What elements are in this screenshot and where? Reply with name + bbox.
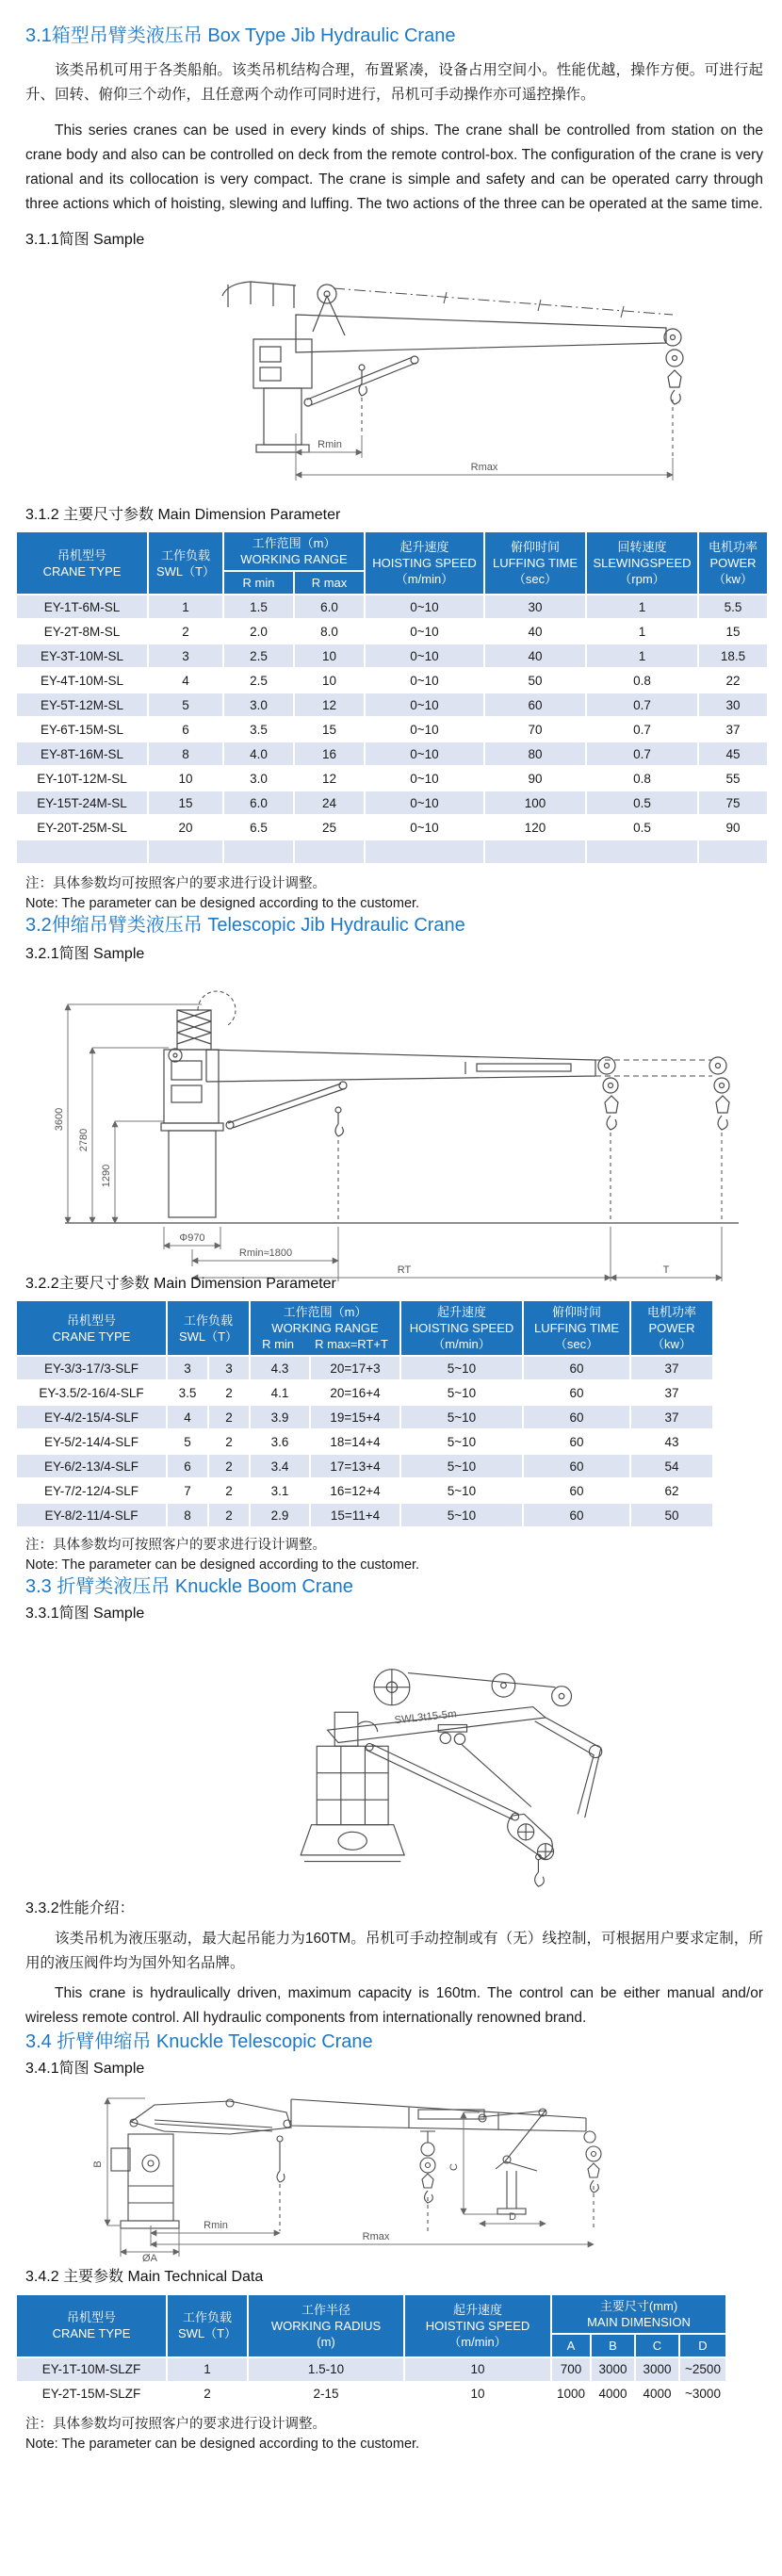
table-cell: 700 [551,2357,591,2382]
table-cell: 0.5 [586,791,698,815]
table-cell: 1 [586,644,698,668]
table-cell: 1 [167,2357,248,2382]
table-cell: 5~10 [400,1380,523,1405]
col-working-radius: 工作半径 WORKING RADIUS (m) [248,2294,404,2357]
table-cell: 10 [404,2357,551,2382]
table-row [16,1454,713,1478]
table-row [16,595,768,619]
table-cell [365,840,484,864]
section-3-1-paragraph-cn: 该类吊机可用于各类船舶。该类吊机结构合理，布置紧凑，设备占用空间小。性能优越，操作方便。可进行起升、回转、俯仰三个动作，且任意两个动作可同时进行，吊机可手动操作亦可遥控操作。 [25,62,763,103]
table-cell: 5~10 [400,1356,523,1380]
table-row [16,742,768,766]
table-cell: 50 [484,668,586,693]
table-cell: 5~10 [400,1405,523,1429]
boom-swl-label: SWL3t15-5m [394,1708,458,1727]
table-cell: 5~10 [400,1454,523,1478]
table-cell: 0.7 [586,742,698,766]
col-slewing-speed: 回转速度 SLEWINGSPEED （rpm） [586,531,698,595]
table-cell: 1.5 [223,595,294,619]
table-cell: 5 [148,693,223,717]
table-cell: 60 [523,1478,630,1503]
table-cell: EY-1T-6M-SL [16,595,148,619]
table-cell: 100 [484,791,586,815]
table-cell: 25 [294,815,365,840]
table-cell: 0~10 [365,619,484,644]
table-cell: 20 [148,815,223,840]
table-row [16,1429,713,1454]
table-cell: 54 [630,1454,713,1478]
table-cell: 3 [148,644,223,668]
section-3-3-paragraph-en: This crane is hydraulically driven, maximum capacity is 160tm. The control can be either manual and/or wireless remote control. All hydraulic components from internationally renowned brand. [25,1984,763,2026]
table-cell: ~2500 [679,2357,726,2382]
table-header [16,531,768,595]
box-jib-crane-drawing [13,256,769,492]
table-cell: 6.0 [223,791,294,815]
table-cell: 4 [148,668,223,693]
dim-label-c: C [448,2163,460,2172]
table-cell: 16=12+4 [310,1478,400,1503]
table-cell: 1 [148,595,223,619]
dim-label-rmin: Rmin [318,438,342,450]
col-swl: 工作负载 SWL（T） [167,1300,250,1356]
table-cell: 18=14+4 [310,1429,400,1454]
table-cell: 19=15+4 [310,1405,400,1429]
table-cell: 0~10 [365,791,484,815]
table-cell [148,840,223,864]
col-swl: 工作负载 SWL（T） [167,2294,248,2357]
table-cell: 60 [484,693,586,717]
section-3-1-title: 3.1箱型吊臂类液压吊 Box Type Jib Hydraulic Crane [25,25,456,46]
table-cell: 4000 [635,2382,679,2406]
table-cell: 12 [294,766,365,791]
table-cell: ~3000 [679,2382,726,2406]
table-row [16,2382,726,2406]
table-cell: 75 [698,791,768,815]
section-3-3-title: 3.3 折臂类液压吊 Knuckle Boom Crane [25,1576,353,1598]
table-cell: 1000 [551,2382,591,2406]
col-crane-type: 吊机型号 CRANE TYPE [16,531,148,595]
table-cell: 6.5 [223,815,294,840]
section-3-2-2-heading: 3.2.2主要尺寸参数 Main Dimension Parameter [25,1275,336,1292]
col-power: 电机功率 POWER （kw） [698,531,768,595]
table-row [16,619,768,644]
table-cell: 20=17+3 [310,1356,400,1380]
table-cell: EY-5/2-14/4-SLF [16,1429,167,1454]
table-cell: EY-3T-10M-SL [16,644,148,668]
telescopic-jib-crane-svg [13,970,767,1276]
table-cell: 70 [484,717,586,742]
dim-label-diameter: Φ970 [179,1231,205,1244]
table-cell: 0~10 [365,815,484,840]
table-cell: 2 [208,1478,250,1503]
table-cell: 6 [148,717,223,742]
col-hoisting-speed: 起升速度 HOISTING SPEED （m/min） [404,2294,551,2357]
table-cell: 45 [698,742,768,766]
table-cell: 60 [523,1356,630,1380]
table-cell: 60 [523,1454,630,1478]
section-3-1-2-heading: 3.1.2 主要尺寸参数 Main Dimension Parameter [25,506,341,523]
table-row [16,1380,713,1405]
table-cell: 62 [630,1478,713,1503]
table-row [16,1478,713,1503]
table-cell: EY-1T-10M-SLZF [16,2357,167,2382]
table-cell: 0~10 [365,717,484,742]
table-cell: 0~10 [365,595,484,619]
table-cell: 0~10 [365,668,484,693]
table-cell: 0.7 [586,693,698,717]
table-cell: 50 [630,1503,713,1527]
section-3-4-2-heading: 3.4.2 主要参数 Main Technical Data [25,2269,264,2286]
table-cell: 10 [148,766,223,791]
col-hoisting-speed: 起升速度 HOISTING SPEED （m/min） [365,531,484,595]
col-luffing-time: 俯仰时间 LUFFING TIME （sec） [484,531,586,595]
table-cell: 0.5 [586,815,698,840]
table-cell: 3000 [591,2357,635,2382]
table-cell: 37 [630,1380,713,1405]
table-row [16,2357,726,2382]
col-main-dimension: 主要尺寸(mm) MAIN DIMENSION [551,2294,726,2334]
table-cell [586,840,698,864]
table-cell: 60 [523,1380,630,1405]
table-cell: EY-20T-25M-SL [16,815,148,840]
table-cell: 5 [167,1429,208,1454]
table-row [16,644,768,668]
table-cell: 8 [167,1503,208,1527]
section-3-3-2-heading: 3.3.2性能介绍： [25,1899,135,1916]
table-cell: 12 [294,693,365,717]
table-cell: 2 [208,1503,250,1527]
table-cell: EY-2T-15M-SLZF [16,2382,167,2406]
table-cell: EY-7/2-12/4-SLF [16,1478,167,1503]
table-cell: 30 [698,693,768,717]
table-cell: 2 [208,1405,250,1429]
section-3-2-1-heading: 3.2.1简图 Sample [25,946,145,963]
dim-label-b: B [92,2160,104,2168]
table-cell: 5~10 [400,1478,523,1503]
table-cell: 55 [698,766,768,791]
table-cell: 22 [698,668,768,693]
col-r-min: R min [262,1337,295,1352]
table-cell: 10 [294,644,365,668]
table-header [16,2294,726,2357]
col-crane-type: 吊机型号 CRANE TYPE [16,2294,167,2357]
section-3-3-1-heading: 3.3.1简图 Sample [25,1606,145,1622]
table-cell: 4.3 [250,1356,310,1380]
dim-label-3600: 3600 [54,1107,65,1132]
table-cell: EY-8/2-11/4-SLF [16,1503,167,1527]
table-cell: 2-15 [248,2382,404,2406]
table-cell: 3 [167,1356,208,1380]
col-r-max: R max [294,571,365,595]
table-cell: 1 [586,619,698,644]
col-power: 电机功率 POWER （kw） [630,1300,713,1356]
table-cell: 1.5-10 [248,2357,404,2382]
col-working-range: 工作范围（m） WORKING RANGE [223,531,365,571]
table-cell: 18.5 [698,644,768,668]
table-cell: 15 [148,791,223,815]
table-cell: 0.7 [586,717,698,742]
table-cell: 5.5 [698,595,768,619]
table-cell: 6.0 [294,595,365,619]
table-cell: EY-10T-12M-SL [16,766,148,791]
section-3-1-1-heading: 3.1.1简图 Sample [25,232,145,248]
section-3-2-title: 3.2伸缩吊臂类液压吊 Telescopic Jib Hydraulic Crane [25,915,465,937]
section-3-3-paragraph-cn: 该类吊机为液压驱动，最大起吊能力为160TM。吊机可手动控制或有（无）线控制，可根据用户要求定制，所用的液压阀件均为国外知名品牌。 [25,1930,763,1971]
dim-label-1290: 1290 [101,1164,112,1188]
dim-label-2780: 2780 [78,1128,90,1152]
table-cell: 60 [523,1429,630,1454]
table-cell: 37 [630,1356,713,1380]
table-cell: EY-6/2-13/4-SLF [16,1454,167,1478]
table-row [16,791,768,815]
table-cell: 120 [484,815,586,840]
col-r-min: R min [223,571,294,595]
table-cell: EY-3.5/2-16/4-SLF [16,1380,167,1405]
col-dim-c: C [635,2334,679,2357]
table-cell: 15=11+4 [310,1503,400,1527]
table-cell: 4.0 [223,742,294,766]
note-text: 注：具体参数均可按照客户的要求进行设计调整。 Note: The parameter can be designed according to the customer. [25,876,420,912]
table-cell: 4000 [591,2382,635,2406]
col-dim-b: B [591,2334,635,2357]
knuckle-telescopic-parameter-table [15,2293,727,2407]
table-row [16,1356,713,1380]
table-cell: 60 [523,1405,630,1429]
table-cell: 3.0 [223,766,294,791]
telescopic-jib-parameter-table [15,1299,714,1528]
table-cell: 3000 [635,2357,679,2382]
table-cell: 24 [294,791,365,815]
dim-label-d: D [509,2211,516,2224]
table-cell: 0~10 [365,693,484,717]
box-jib-parameter-table [15,530,769,865]
table-cell: 80 [484,742,586,766]
table-cell: 15 [698,619,768,644]
table-cell: 3.4 [250,1454,310,1478]
dim-label-a: ØA [142,2253,157,2265]
table-cell: 10 [404,2382,551,2406]
table-cell: EY-15T-24M-SL [16,791,148,815]
table-cell: 90 [698,815,768,840]
table-cell: 20=16+4 [310,1380,400,1405]
table-cell: 0~10 [365,644,484,668]
dim-label-rmin-1800: Rmin≈1800 [238,1247,293,1259]
table-cell [223,840,294,864]
table-row [16,840,768,864]
table-cell: EY-5T-12M-SL [16,693,148,717]
knuckle-boom-crane-svg [13,1630,767,1889]
table-cell: 8.0 [294,619,365,644]
table-cell [698,840,768,864]
table-cell: 17=13+4 [310,1454,400,1478]
dim-label-t: T [662,1264,670,1276]
box-jib-crane-svg [13,256,767,492]
table-cell: 43 [630,1429,713,1454]
dim-label-rmax: Rmax [362,2231,390,2243]
section-3-4-title: 3.4 折臂伸缩吊 Knuckle Telescopic Crane [25,2030,373,2052]
col-r-max: R max=RT+T [315,1337,388,1352]
table-cell: 60 [523,1503,630,1527]
table-cell: 3.5 [223,717,294,742]
table-row [16,766,768,791]
table-cell: 3 [208,1356,250,1380]
table-header [16,1300,713,1356]
table-cell: 40 [484,644,586,668]
table-cell: 37 [698,717,768,742]
col-dim-a: A [551,2334,591,2357]
table-cell: 6 [167,1454,208,1478]
table-row [16,1405,713,1429]
table-cell: 37 [630,1405,713,1429]
table-cell: 15 [294,717,365,742]
table-cell: 90 [484,766,586,791]
note-text: 注：具体参数均可按照客户的要求进行设计调整。 Note: The parameter can be designed according to the customer. [25,1538,420,1573]
table-cell [484,840,586,864]
table-cell: 0.8 [586,668,698,693]
table-cell: 2 [167,2382,248,2406]
note-text: 注：具体参数均可按照客户的要求进行设计调整。 Note: The parameter can be designed according to the customer. [25,2416,420,2452]
table-cell: EY-6T-15M-SL [16,717,148,742]
section-3-1-paragraph-en: This series cranes can be used in every kinds of ships. The crane shall be controlled from station on the crane body and also can be controlled on deck from the remote control-box. The configuration of the crane is very rational and its collocation is very compact. The crane is simple and safety and can be operated carry through three actions which of hoisting, slewing and luffing. The two actions of the three can be operated at the same time. [25,122,763,212]
table-cell: 40 [484,619,586,644]
col-luffing-time: 俯仰时间 LUFFING TIME （sec） [523,1300,630,1356]
table-cell: 2.5 [223,644,294,668]
table-cell: 5~10 [400,1429,523,1454]
table-cell: 0~10 [365,742,484,766]
table-cell: EY-3/3-17/3-SLF [16,1356,167,1380]
table-row [16,668,768,693]
table-cell: 3.1 [250,1478,310,1503]
table-cell: 4.1 [250,1380,310,1405]
table-row [16,1503,713,1527]
table-cell: EY-4/2-15/4-SLF [16,1405,167,1429]
col-crane-type: 吊机型号 CRANE TYPE [16,1300,167,1356]
table-cell: 0.8 [586,766,698,791]
table-cell: 7 [167,1478,208,1503]
table-cell: EY-2T-8M-SL [16,619,148,644]
table-cell [16,840,148,864]
table-cell: 3.5 [167,1380,208,1405]
table-cell: 3.9 [250,1405,310,1429]
table-cell: 2.0 [223,619,294,644]
knuckle-boom-crane-drawing [13,1630,769,1889]
table-cell: EY-4T-10M-SL [16,668,148,693]
table-cell: EY-8T-16M-SL [16,742,148,766]
col-working-range: 工作范围（m） WORKING RANGE R min R max=RT+T [250,1300,400,1356]
section-3-4-1-heading: 3.4.1简图 Sample [25,2060,145,2077]
table-cell: 10 [294,668,365,693]
table-cell: 8 [148,742,223,766]
table-cell: 3.6 [250,1429,310,1454]
table-cell: 2 [208,1380,250,1405]
table-row [16,693,768,717]
knuckle-telescopic-crane-drawing [13,2084,769,2263]
table-cell: 2.9 [250,1503,310,1527]
table-cell: 2.5 [223,668,294,693]
col-hoisting-speed: 起升速度 HOISTING SPEED （m/min） [400,1300,523,1356]
table-cell: 2 [208,1429,250,1454]
table-cell: 30 [484,595,586,619]
table-cell [294,840,365,864]
table-cell: 0~10 [365,766,484,791]
knuckle-telescopic-crane-svg [13,2084,767,2263]
col-dim-d: D [679,2334,726,2357]
table-cell: 4 [167,1405,208,1429]
table-cell: 1 [586,595,698,619]
table-cell: 16 [294,742,365,766]
table-cell: 2 [208,1454,250,1478]
table-row [16,815,768,840]
dim-label-rmax: Rmax [470,461,498,473]
table-cell: 5~10 [400,1503,523,1527]
dim-label-rt: RT [397,1264,412,1276]
table-row [16,717,768,742]
telescopic-jib-crane-drawing [13,970,769,1276]
dim-label-rmin: Rmin [204,2220,228,2232]
col-swl: 工作负载 SWL（T） [148,531,223,595]
table-cell: 3.0 [223,693,294,717]
table-cell: 2 [148,619,223,644]
